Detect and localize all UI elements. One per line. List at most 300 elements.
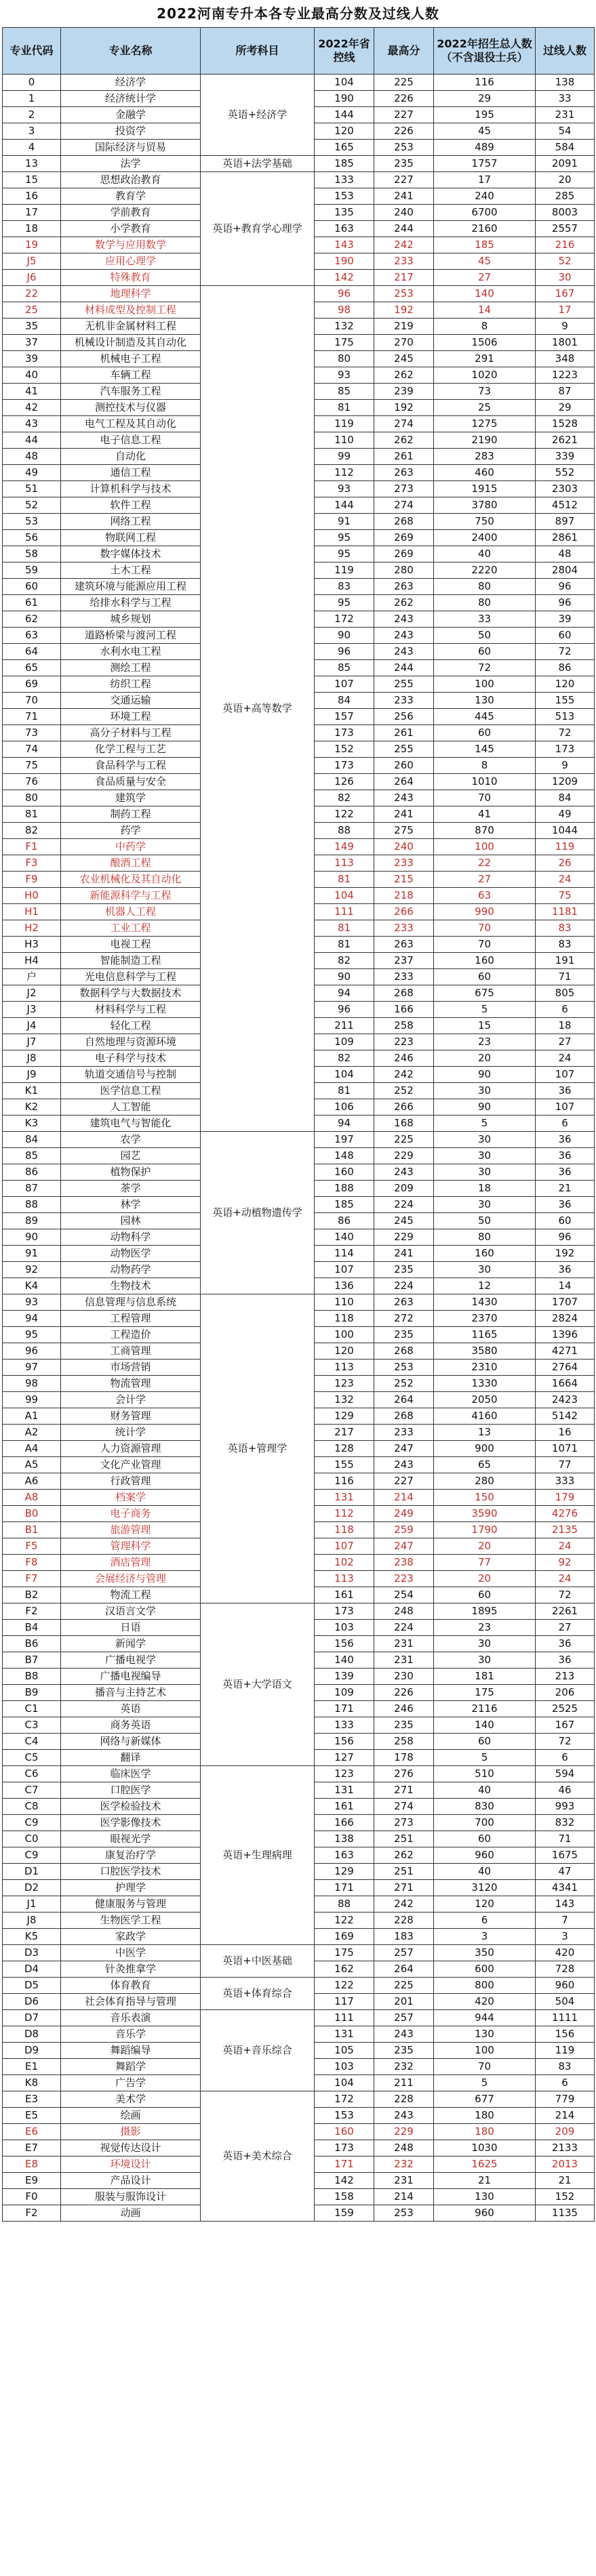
cell-max-score: 255 [374, 741, 434, 758]
cell-passed: 107 [536, 1067, 595, 1083]
cell-passed: 213 [536, 1669, 595, 1685]
cell-enrollment: 23 [434, 1034, 536, 1050]
cell-major-name: 动物医学 [61, 1246, 201, 1262]
cell-code: H0 [3, 888, 61, 904]
cell-control-line: 156 [315, 1636, 374, 1652]
cell-enrollment: 460 [434, 465, 536, 481]
cell-max-score: 226 [374, 91, 434, 107]
cell-enrollment: 175 [434, 1685, 536, 1701]
cell-max-score: 269 [374, 546, 434, 563]
cell-major-name: 电视工程 [61, 937, 201, 953]
cell-enrollment: 120 [434, 1896, 536, 1913]
cell-major-name: 网络工程 [61, 514, 201, 530]
cell-passed: 4276 [536, 1506, 595, 1522]
cell-passed: 77 [536, 1457, 595, 1473]
cell-enrollment: 960 [434, 1847, 536, 1864]
cell-control-line: 143 [315, 237, 374, 253]
cell-code: F7 [3, 1571, 61, 1587]
cell-major-name: 机械电子工程 [61, 351, 201, 367]
cell-control-line: 153 [315, 2108, 374, 2124]
cell-enrollment: 5 [434, 1116, 536, 1132]
cell-code: 4 [3, 140, 61, 156]
cell-major-name: 商务英语 [61, 1717, 201, 1734]
cell-control-line: 94 [315, 1116, 374, 1132]
cell-control-line: 132 [315, 1392, 374, 1408]
cell-passed: 120 [536, 676, 595, 693]
cell-max-score: 229 [374, 1148, 434, 1164]
cell-control-line: 114 [315, 1246, 374, 1262]
cell-enrollment: 90 [434, 1067, 536, 1083]
cell-max-score: 166 [374, 1002, 434, 1018]
cell-enrollment: 2116 [434, 1701, 536, 1717]
cell-exam-subject: 英语+中医基础 [201, 1945, 315, 1978]
cell-max-score: 242 [374, 237, 434, 253]
cell-control-line: 96 [315, 644, 374, 660]
cell-major-name: 动画 [61, 2205, 201, 2222]
cell-max-score: 235 [374, 1717, 434, 1734]
cell-control-line: 153 [315, 188, 374, 205]
cell-max-score: 235 [374, 1262, 434, 1278]
cell-control-line: 156 [315, 1734, 374, 1750]
cell-major-name: 医学信息工程 [61, 1083, 201, 1099]
cell-enrollment: 70 [434, 790, 536, 806]
cell-code: K3 [3, 1116, 61, 1132]
cell-major-name: 给排水科学与工程 [61, 595, 201, 611]
cell-max-score: 223 [374, 1034, 434, 1050]
cell-max-score: 183 [374, 1929, 434, 1945]
cell-major-name: 学前教育 [61, 205, 201, 221]
cell-max-score: 263 [374, 937, 434, 953]
cell-passed: 21 [536, 2173, 595, 2189]
cell-control-line: 109 [315, 1034, 374, 1050]
cell-enrollment: 180 [434, 2124, 536, 2140]
cell-major-name: 中药学 [61, 839, 201, 855]
cell-control-line: 190 [315, 253, 374, 270]
cell-control-line: 122 [315, 1978, 374, 1994]
cell-major-name: 地理科学 [61, 286, 201, 302]
cell-enrollment: 350 [434, 1945, 536, 1961]
cell-enrollment: 60 [434, 1831, 536, 1847]
cell-control-line: 135 [315, 205, 374, 221]
cell-enrollment: 510 [434, 1766, 536, 1782]
cell-control-line: 81 [315, 1083, 374, 1099]
cell-max-score: 232 [374, 2059, 434, 2075]
cell-major-name: 社会体育指导与管理 [61, 1994, 201, 2010]
cell-major-name: 法学 [61, 156, 201, 172]
cell-major-name: 音乐表演 [61, 2010, 201, 2026]
cell-major-name: 数学与应用数学 [61, 237, 201, 253]
cell-major-name: 康复治疗学 [61, 1847, 201, 1864]
cell-passed: 1209 [536, 774, 595, 790]
cell-max-score: 268 [374, 1343, 434, 1359]
cell-passed: 1707 [536, 1294, 595, 1311]
cell-major-name: 自然地理与资源环境 [61, 1034, 201, 1050]
cell-passed: 27 [536, 1620, 595, 1636]
cell-enrollment: 240 [434, 188, 536, 205]
cell-code: J1 [3, 1896, 61, 1913]
cell-code: 49 [3, 465, 61, 481]
cell-major-name: 工程管理 [61, 1311, 201, 1327]
cell-control-line: 172 [315, 2091, 374, 2108]
cell-max-score: 238 [374, 1555, 434, 1571]
cell-enrollment: 33 [434, 611, 536, 628]
cell-major-name: 酒店管理 [61, 1555, 201, 1571]
cell-control-line: 81 [315, 872, 374, 888]
cell-major-name: 会展经济与管理 [61, 1571, 201, 1587]
cell-max-score: 245 [374, 1213, 434, 1229]
cell-control-line: 118 [315, 1311, 374, 1327]
cell-major-name: 管理科学 [61, 1538, 201, 1555]
cell-passed: 4512 [536, 497, 595, 514]
cell-max-score: 266 [374, 1099, 434, 1116]
cell-code: A6 [3, 1473, 61, 1490]
cell-major-name: 美术学 [61, 2091, 201, 2108]
cell-max-score: 243 [374, 2026, 434, 2043]
cell-major-name: 人工智能 [61, 1099, 201, 1116]
cell-enrollment: 30 [434, 1636, 536, 1652]
cell-enrollment: 72 [434, 660, 536, 676]
cell-control-line: 94 [315, 985, 374, 1002]
cell-control-line: 85 [315, 660, 374, 676]
cell-enrollment: 80 [434, 579, 536, 595]
cell-code: 70 [3, 693, 61, 709]
cell-code: J4 [3, 1018, 61, 1034]
cell-code: J8 [3, 1913, 61, 1929]
cell-enrollment: 60 [434, 1734, 536, 1750]
cell-major-name: 档案学 [61, 1490, 201, 1506]
cell-code: C8 [3, 1799, 61, 1815]
cell-major-name: 材料科学与工程 [61, 1002, 201, 1018]
cell-passed: 206 [536, 1685, 595, 1701]
cell-major-name: 测控技术与仪器 [61, 400, 201, 416]
cell-code: 73 [3, 725, 61, 741]
cell-max-score: 211 [374, 2075, 434, 2091]
cell-major-name: 广告学 [61, 2075, 201, 2091]
cell-max-score: 257 [374, 1945, 434, 1961]
cell-exam-subject: 英语+大学语文 [201, 1603, 315, 1766]
cell-major-name: 智能制造工程 [61, 953, 201, 969]
cell-max-score: 264 [374, 774, 434, 790]
cell-code: 65 [3, 660, 61, 676]
cell-code: 87 [3, 1181, 61, 1197]
cell-passed: 216 [536, 237, 595, 253]
cell-control-line: 99 [315, 449, 374, 465]
cell-control-line: 100 [315, 1327, 374, 1343]
cell-enrollment: 70 [434, 2059, 536, 2075]
cell-max-score: 269 [374, 530, 434, 546]
cell-max-score: 268 [374, 514, 434, 530]
cell-code: 42 [3, 400, 61, 416]
cell-control-line: 103 [315, 2059, 374, 2075]
cell-enrollment: 30 [434, 1148, 536, 1164]
cell-exam-subject: 英语+高等数学 [201, 286, 315, 1132]
cell-major-name: 广播电视编导 [61, 1669, 201, 1685]
cell-control-line: 88 [315, 1896, 374, 1913]
cell-passed: 1071 [536, 1441, 595, 1457]
cell-code: F2 [3, 2205, 61, 2222]
cell-code: J3 [3, 1002, 61, 1018]
cell-passed: 155 [536, 693, 595, 709]
cell-control-line: 173 [315, 758, 374, 774]
cell-enrollment: 5 [434, 1002, 536, 1018]
cell-enrollment: 944 [434, 2010, 536, 2026]
cell-control-line: 188 [315, 1181, 374, 1197]
cell-enrollment: 60 [434, 725, 536, 741]
cell-code: 60 [3, 579, 61, 595]
cell-enrollment: 8 [434, 758, 536, 774]
cell-code: B1 [3, 1522, 61, 1538]
cell-enrollment: 1030 [434, 2140, 536, 2156]
cell-enrollment: 100 [434, 839, 536, 855]
cell-control-line: 133 [315, 172, 374, 188]
cell-major-name: 健康服务与管理 [61, 1896, 201, 1913]
cell-passed: 2303 [536, 481, 595, 497]
cell-passed: 83 [536, 2059, 595, 2075]
cell-major-name: 舞蹈学 [61, 2059, 201, 2075]
cell-max-score: 252 [374, 1376, 434, 1392]
cell-control-line: 185 [315, 156, 374, 172]
cell-code: 64 [3, 644, 61, 660]
cell-enrollment: 145 [434, 741, 536, 758]
cell-major-name: 建筑学 [61, 790, 201, 806]
cell-passed: 36 [536, 1262, 595, 1278]
cell-major-name: 产品设计 [61, 2173, 201, 2189]
cell-enrollment: 2220 [434, 563, 536, 579]
cell-max-score: 231 [374, 1652, 434, 1669]
cell-control-line: 96 [315, 1002, 374, 1018]
cell-control-line: 185 [315, 1197, 374, 1213]
table-row [3, 1132, 595, 1148]
cell-max-score: 271 [374, 1782, 434, 1799]
cell-control-line: 91 [315, 514, 374, 530]
cell-enrollment: 45 [434, 253, 536, 270]
cell-control-line: 171 [315, 1701, 374, 1717]
cell-code: J6 [3, 270, 61, 286]
cell-max-score: 246 [374, 1701, 434, 1717]
cell-code: E8 [3, 2156, 61, 2173]
table-row [3, 1945, 595, 1961]
cell-code: 88 [3, 1197, 61, 1213]
cell-max-score: 223 [374, 1571, 434, 1587]
cell-major-name: 交通运输 [61, 693, 201, 709]
cell-control-line: 93 [315, 367, 374, 384]
cell-max-score: 271 [374, 1880, 434, 1896]
cell-max-score: 246 [374, 1050, 434, 1067]
cell-major-name: 人力资源管理 [61, 1441, 201, 1457]
cell-passed: 156 [536, 2026, 595, 2043]
cell-major-name: 口腔医学 [61, 1782, 201, 1799]
cell-passed: 231 [536, 107, 595, 123]
cell-major-name: 医学检验技术 [61, 1799, 201, 1815]
cell-major-name: 绘画 [61, 2108, 201, 2124]
cell-major-name: 环境设计 [61, 2156, 201, 2173]
cell-enrollment: 116 [434, 75, 536, 91]
cell-control-line: 84 [315, 693, 374, 709]
cell-major-name: 摄影 [61, 2124, 201, 2140]
cell-major-name: 高分子材料与工程 [61, 725, 201, 741]
cell-control-line: 95 [315, 546, 374, 563]
cell-max-score: 243 [374, 790, 434, 806]
cell-major-name: 电子商务 [61, 1506, 201, 1522]
cell-passed: 2861 [536, 530, 595, 546]
cell-control-line: 104 [315, 888, 374, 904]
cell-passed: 594 [536, 1766, 595, 1782]
cell-max-score: 228 [374, 2091, 434, 2108]
cell-max-score: 226 [374, 1685, 434, 1701]
cell-passed: 54 [536, 123, 595, 140]
cell-enrollment: 41 [434, 806, 536, 823]
cell-code: D6 [3, 1994, 61, 2010]
cell-major-name: 食品科学与工程 [61, 758, 201, 774]
cell-max-score: 253 [374, 140, 434, 156]
cell-max-score: 248 [374, 1603, 434, 1620]
cell-control-line: 190 [315, 91, 374, 107]
cell-enrollment: 3120 [434, 1880, 536, 1896]
cell-code: H4 [3, 953, 61, 969]
cell-control-line: 173 [315, 1603, 374, 1620]
cell-control-line: 127 [315, 1750, 374, 1766]
cell-enrollment: 3580 [434, 1343, 536, 1359]
cell-passed: 86 [536, 660, 595, 676]
cell-major-name: 植物保护 [61, 1164, 201, 1181]
cell-major-name: 食品质量与安全 [61, 774, 201, 790]
cell-enrollment: 677 [434, 2091, 536, 2108]
cell-enrollment: 65 [434, 1457, 536, 1473]
cell-passed: 167 [536, 286, 595, 302]
cell-code: E7 [3, 2140, 61, 2156]
cell-enrollment: 100 [434, 676, 536, 693]
cell-major-name: 道路桥梁与渡河工程 [61, 628, 201, 644]
cell-max-score: 242 [374, 1067, 434, 1083]
cell-major-name: 播音与主持艺术 [61, 1685, 201, 1701]
cell-code: F3 [3, 855, 61, 872]
cell-passed: 27 [536, 1034, 595, 1050]
cell-major-name: 软件工程 [61, 497, 201, 514]
cell-control-line: 161 [315, 1587, 374, 1603]
cell-major-name: 水利水电工程 [61, 644, 201, 660]
cell-passed: 1135 [536, 2205, 595, 2222]
cell-major-name: 翻译 [61, 1750, 201, 1766]
cell-control-line: 197 [315, 1132, 374, 1148]
cell-code: K8 [3, 2075, 61, 2091]
cell-passed: 36 [536, 1197, 595, 1213]
cell-max-score: 276 [374, 1766, 434, 1782]
cell-passed: 1675 [536, 1847, 595, 1864]
cell-passed: 1528 [536, 416, 595, 432]
cell-max-score: 244 [374, 221, 434, 237]
cell-passed: 1181 [536, 904, 595, 920]
cell-control-line: 110 [315, 432, 374, 449]
cell-control-line: 122 [315, 1913, 374, 1929]
cell-passed: 36 [536, 1083, 595, 1099]
header-passed: 过线人数 [536, 28, 595, 75]
cell-passed: 960 [536, 1978, 595, 1994]
cell-enrollment: 20 [434, 1050, 536, 1067]
cell-major-name: 工业工程 [61, 920, 201, 937]
cell-max-score: 243 [374, 2108, 434, 2124]
cell-max-score: 237 [374, 953, 434, 969]
cell-code: 48 [3, 449, 61, 465]
cell-max-score: 253 [374, 286, 434, 302]
cell-passed: 209 [536, 2124, 595, 2140]
cell-max-score: 218 [374, 888, 434, 904]
cell-max-score: 254 [374, 1587, 434, 1603]
cell-enrollment: 60 [434, 969, 536, 985]
cell-max-score: 239 [374, 384, 434, 400]
cell-max-score: 241 [374, 806, 434, 823]
cell-code: A1 [3, 1408, 61, 1425]
cell-enrollment: 2400 [434, 530, 536, 546]
cell-control-line: 211 [315, 1018, 374, 1034]
cell-max-score: 253 [374, 1359, 434, 1376]
header-subject: 所考科目 [201, 28, 315, 75]
cell-code: F1 [3, 839, 61, 855]
cell-control-line: 166 [315, 1815, 374, 1831]
cell-control-line: 139 [315, 1669, 374, 1685]
cell-enrollment: 3 [434, 1929, 536, 1945]
cell-control-line: 136 [315, 1278, 374, 1294]
cell-exam-subject: 英语+教育学心理学 [201, 172, 315, 286]
cell-enrollment: 3780 [434, 497, 536, 514]
cell-control-line: 160 [315, 2124, 374, 2140]
cell-control-line: 110 [315, 1294, 374, 1311]
cell-passed: 2764 [536, 1359, 595, 1376]
cell-enrollment: 60 [434, 1587, 536, 1603]
cell-enrollment: 30 [434, 1132, 536, 1148]
cell-major-name: 药学 [61, 823, 201, 839]
cell-max-score: 168 [374, 1116, 434, 1132]
cell-code: 0 [3, 75, 61, 91]
cell-control-line: 173 [315, 2140, 374, 2156]
cell-code: 86 [3, 1164, 61, 1181]
cell-control-line: 95 [315, 530, 374, 546]
cell-major-name: 会计学 [61, 1392, 201, 1408]
cell-control-line: 144 [315, 497, 374, 514]
cell-passed: 24 [536, 872, 595, 888]
cell-code: 15 [3, 172, 61, 188]
cell-max-score: 263 [374, 579, 434, 595]
cell-code: B6 [3, 1636, 61, 1652]
cell-max-score: 258 [374, 1734, 434, 1750]
cell-passed: 2133 [536, 2140, 595, 2156]
cell-code: D9 [3, 2043, 61, 2059]
cell-enrollment: 140 [434, 1717, 536, 1734]
cell-major-name: 车辆工程 [61, 367, 201, 384]
cell-max-score: 240 [374, 839, 434, 855]
cell-control-line: 111 [315, 2010, 374, 2026]
cell-passed: 2091 [536, 156, 595, 172]
cell-code: E9 [3, 2173, 61, 2189]
cell-code: 13 [3, 156, 61, 172]
cell-passed: 26 [536, 855, 595, 872]
cell-control-line: 165 [315, 140, 374, 156]
cell-control-line: 83 [315, 579, 374, 595]
cell-passed: 36 [536, 1652, 595, 1669]
cell-major-name: 小学教育 [61, 221, 201, 237]
cell-enrollment: 50 [434, 1213, 536, 1229]
cell-major-name: 测绘工程 [61, 660, 201, 676]
cell-control-line: 86 [315, 1213, 374, 1229]
cell-passed: 1664 [536, 1376, 595, 1392]
cell-control-line: 103 [315, 1620, 374, 1636]
cell-enrollment: 1915 [434, 481, 536, 497]
cell-major-name: 应用心理学 [61, 253, 201, 270]
cell-passed: 83 [536, 937, 595, 953]
cell-code: 22 [3, 286, 61, 302]
cell-max-score: 273 [374, 1815, 434, 1831]
cell-control-line: 104 [315, 2075, 374, 2091]
cell-max-score: 209 [374, 1181, 434, 1197]
